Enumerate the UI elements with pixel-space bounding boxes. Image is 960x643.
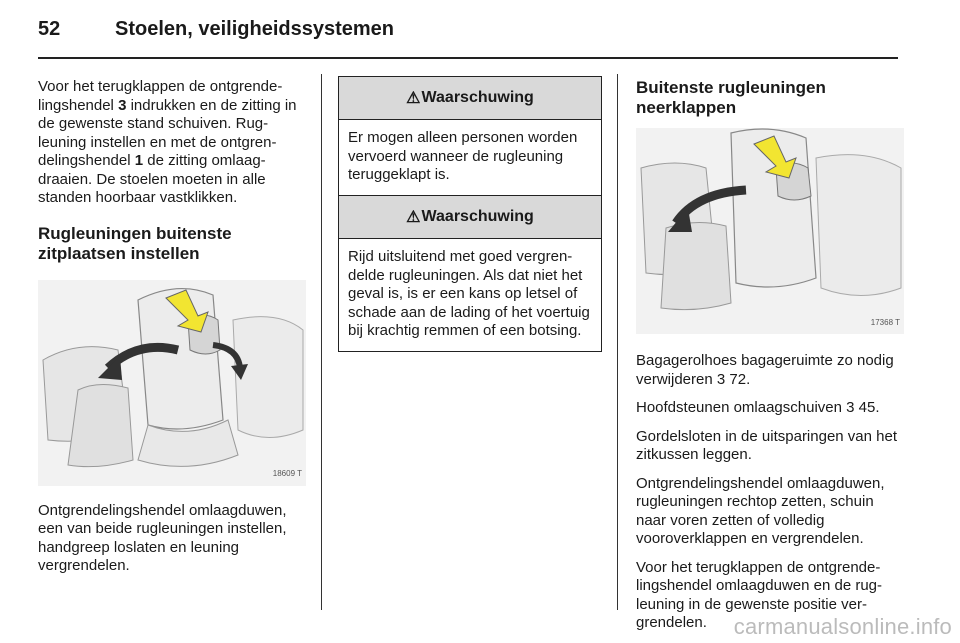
paragraph: Hoofdsteunen omlaagschuiven 3 45. [636,399,880,416]
seat-fold-illustration [636,128,904,334]
warning-header [339,196,601,239]
column-divider [321,74,322,610]
page-reference: 3 72. [716,370,751,388]
figure-id: 18609 T [272,469,302,478]
warning-title: Waarschuwing [421,208,534,225]
figure-id: 17368 T [870,317,900,327]
warning-text: Rijd uitsluitend met goed vergrendelde rugleuningen. Als dat niet het geval is, is er een kans op letsel of schade aan de lading of het voertuig bij krachtig remmen of een botsing. [348,248,590,339]
column-divider [617,74,618,610]
seat-illustration-svg [636,128,904,334]
column-left [38,78,306,586]
page-header [38,18,394,41]
seat-illustration-svg [38,280,306,486]
warning-title: Waarschuwing [421,89,534,106]
paragraph: Voor het terugklappen de ontgrendelingshendel omlaagduwen en de rugleuning in de gewenste positie vergrendelen. [636,558,883,631]
page-number: 52 [38,18,61,40]
intro-paragraph: Voor het terugklappen de ontgrendelingshendel 3 indrukken en de zitting in de gewenste stand schuiven. Rugleuning instellen en met de ontgrendelingshendel 1 de zitting omlaagdraaien. De stoelen moeten in alle standen hoorbaar vastklikken. [38,78,297,206]
warning-box [338,76,602,196]
figure-caption: Ontgrendelingshendel omlaagduwen, een van beide rugleuningen instellen, handgreep loslaten en leuning vergrendelen. [38,501,287,574]
seat-adjust-illustration [38,280,306,486]
warning-header [339,77,601,120]
page-title: Stoelen, veiligheidssystemen [115,18,394,40]
page-reference: 3 45. [846,399,880,416]
warning-icon: ⚠ [406,209,421,226]
warning-text: Er mogen alleen personen worden vervoerd wanneer de rugleuning teruggeklapt is. [348,129,578,183]
paragraph: Ontgrendelingshendel omlaagduwen, rugleuningen rechtop zetten, schuin naar voren zetten of volledig vooroverklappen en vergrendelen. [636,474,885,547]
paragraph: Bagagerolhoes bagageruimte zo nodig verwijderen 3 72. [636,352,894,388]
watermark: carmanualsonline.info [733,614,952,639]
column-right [636,78,904,643]
section-heading: Buitenste rugleuningen neerklappen [636,78,826,117]
warning-box [338,195,602,352]
section-heading: Rugleuningen buitenste zitplaatsen instellen [38,223,232,263]
header-rule [38,57,898,59]
warning-icon: ⚠ [406,90,421,107]
paragraph: Gordelsloten in de uitsparingen van het zitkussen leggen. [636,427,898,463]
